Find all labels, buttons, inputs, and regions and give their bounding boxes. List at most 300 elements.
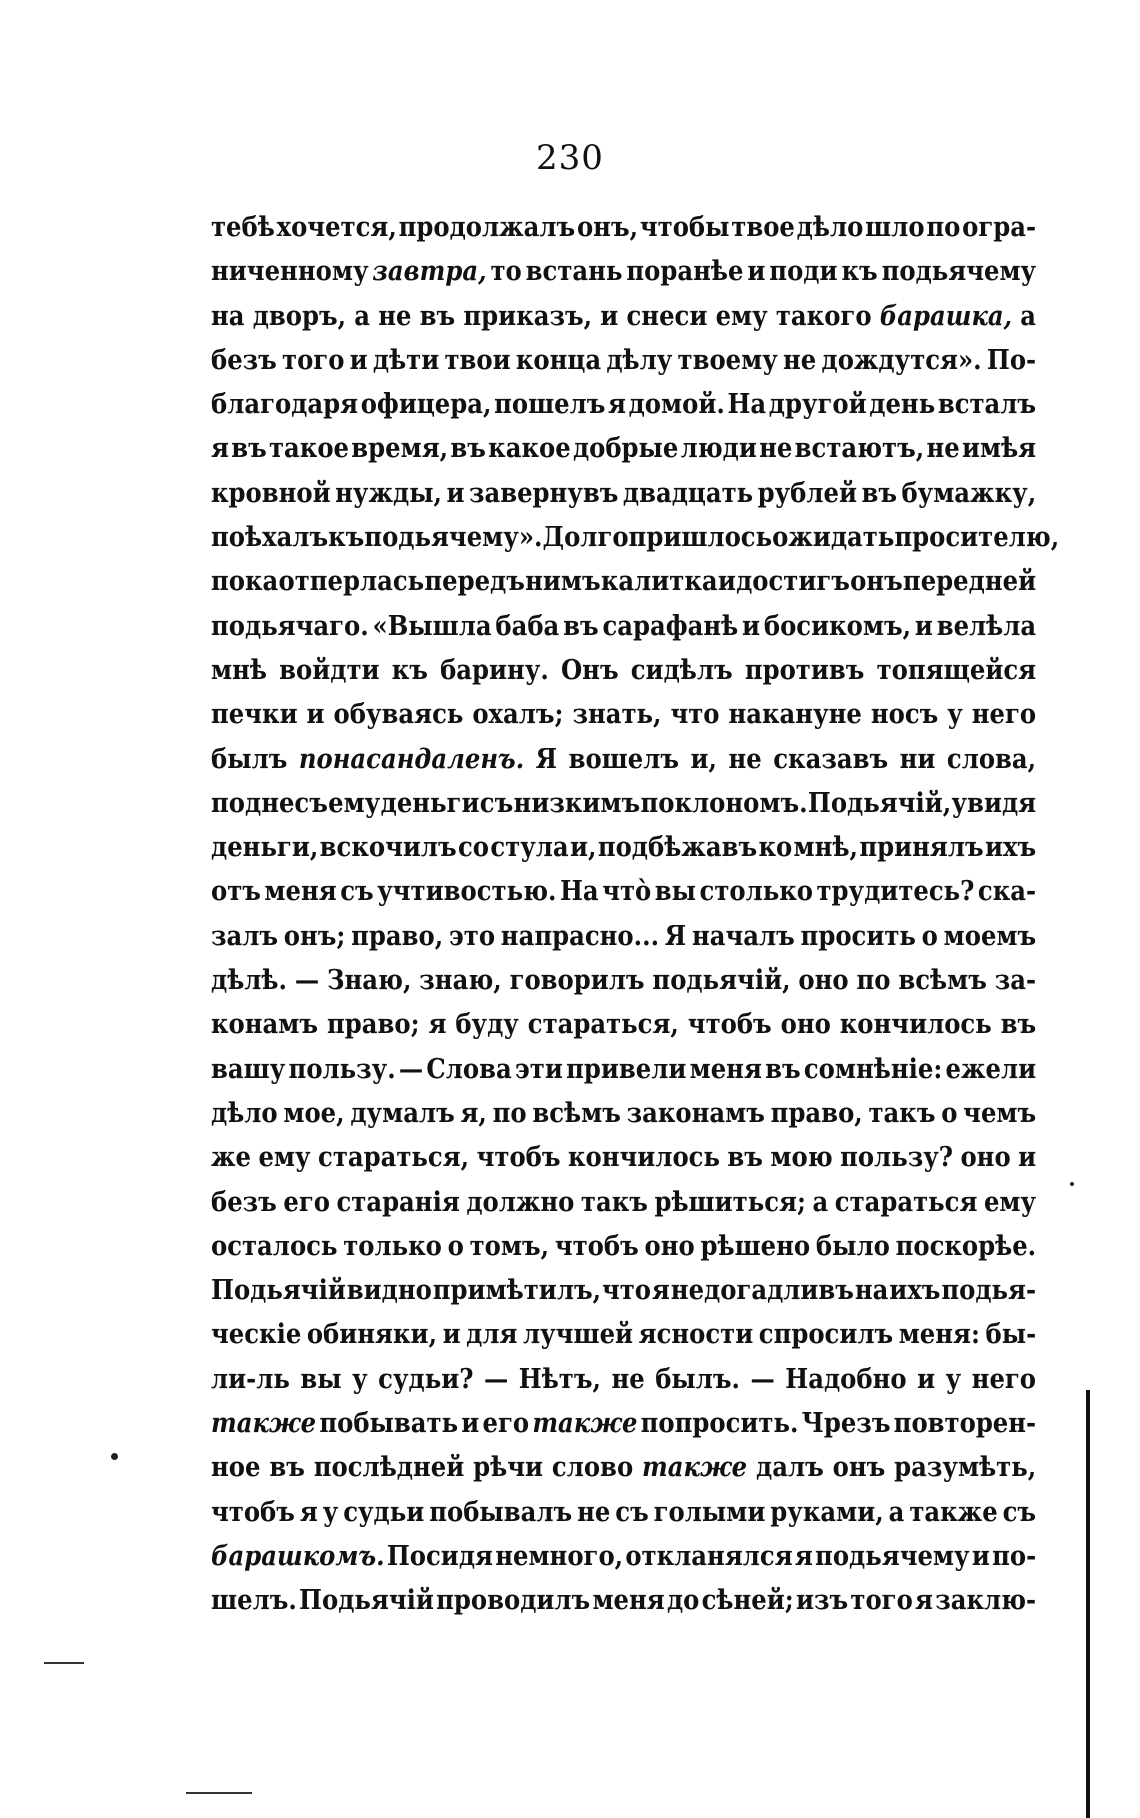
word: было: [815, 1230, 890, 1262]
word: офицера,: [360, 389, 492, 421]
word: стараться,: [527, 1009, 679, 1041]
word: ихъ: [889, 1275, 941, 1307]
word: и: [914, 610, 933, 642]
word: чтобъ: [211, 1496, 295, 1528]
text-line: [211, 965, 1036, 1009]
word: добрые: [572, 433, 679, 465]
word: кончилось: [567, 1142, 720, 1174]
word: него: [971, 1363, 1037, 1395]
word: пока: [211, 566, 279, 598]
word: бумажку,: [901, 477, 1037, 509]
word: хочется,: [276, 212, 397, 243]
word: мнѣ: [211, 654, 267, 686]
word: въ: [231, 433, 267, 465]
word: ное: [211, 1452, 261, 1484]
word: чтобъ: [687, 1009, 772, 1041]
word: Знаю,: [326, 965, 412, 997]
word: попросить.: [640, 1408, 799, 1440]
word: не: [611, 1363, 645, 1395]
word: конца: [515, 344, 602, 376]
word: меня: [264, 876, 337, 908]
word: не: [926, 433, 960, 465]
word: деньги,: [211, 832, 319, 864]
word: и: [917, 1363, 936, 1395]
word: далъ: [756, 1452, 824, 1484]
word: кровной: [211, 477, 331, 509]
word: и: [747, 256, 766, 288]
word: и,: [690, 743, 717, 775]
text-line: [211, 1585, 1036, 1629]
word: и: [442, 1319, 461, 1351]
word: былъ: [211, 743, 288, 775]
word: по: [492, 1097, 527, 1129]
text-line: [211, 1098, 1036, 1142]
word: встань: [525, 256, 623, 288]
word: изъ: [796, 1585, 849, 1617]
word: не: [577, 1496, 611, 1528]
word: Подьячій: [299, 1585, 434, 1617]
text-line: [211, 301, 1036, 345]
word: По-: [986, 344, 1037, 376]
word: принялъ: [859, 832, 984, 864]
word: твои: [444, 344, 511, 376]
word: нимъ: [525, 566, 601, 598]
word: дворъ,: [252, 300, 347, 332]
word: низкимъ: [513, 787, 641, 819]
word: за-: [994, 965, 1037, 997]
word: какое: [488, 433, 571, 465]
word: онъ: [832, 1452, 886, 1484]
word: не: [728, 743, 762, 775]
word: я: [915, 1585, 933, 1617]
word: —: [398, 1053, 424, 1085]
word: меня: [689, 1053, 762, 1085]
word: другой: [768, 389, 867, 421]
word: поклономъ.: [640, 787, 808, 819]
text-line: [211, 1187, 1036, 1231]
word: о: [447, 1230, 464, 1262]
word: всѣмъ: [898, 965, 987, 997]
word: въ: [269, 1452, 305, 1484]
word: и: [461, 1408, 480, 1440]
word: достигъ: [736, 566, 850, 598]
word: также: [642, 1452, 748, 1484]
word: также: [211, 1408, 317, 1440]
word: столько: [699, 876, 813, 908]
word: и: [1018, 1142, 1037, 1174]
text-line: [211, 566, 1036, 610]
word: Онъ: [561, 654, 619, 686]
word: охалъ;: [472, 699, 564, 731]
word: привели: [566, 1053, 687, 1085]
word: встаютъ,: [794, 433, 925, 465]
word: обиняки,: [306, 1319, 438, 1351]
word: подья-: [941, 1275, 1037, 1307]
word: я,: [460, 1097, 487, 1129]
word: и: [446, 477, 465, 509]
word: съ: [479, 787, 514, 819]
word: такого: [775, 300, 872, 332]
binding-edge: [1086, 1390, 1090, 1818]
word: бы-: [985, 1319, 1037, 1351]
word: вошелъ: [568, 743, 680, 775]
word: на: [211, 300, 245, 332]
word: Слова: [426, 1053, 512, 1085]
text-line: [211, 1054, 1036, 1098]
word: ниченному: [211, 256, 369, 288]
word: по-: [992, 1540, 1037, 1572]
word: до: [666, 1585, 700, 1617]
text-line: [211, 1408, 1036, 1452]
text-line: [211, 1231, 1036, 1275]
word: осталось: [211, 1230, 338, 1262]
word: эти: [514, 1053, 563, 1085]
word: ческіе: [211, 1319, 302, 1351]
word: двадцать: [622, 477, 754, 509]
word: побывалъ: [429, 1496, 573, 1528]
word: рѣшено: [700, 1230, 811, 1262]
word: въ: [419, 300, 456, 332]
word: завтра,: [372, 256, 487, 288]
word: такъ: [580, 1186, 648, 1218]
text-line: [211, 744, 1036, 788]
word: это: [448, 920, 496, 952]
text-line: [211, 1319, 1036, 1363]
word: а: [354, 300, 371, 332]
word: и: [742, 610, 761, 642]
word: подьячему: [815, 1540, 970, 1572]
word: судьи?: [378, 1363, 474, 1395]
word: послѣдней: [313, 1452, 465, 1484]
text-line: [211, 1541, 1036, 1585]
word: чтò: [602, 876, 652, 908]
word: на: [854, 1275, 889, 1307]
text-line: [211, 212, 1036, 256]
word: рѣшиться;: [654, 1186, 806, 1218]
text-line: [211, 699, 1036, 743]
word: его: [283, 1186, 330, 1218]
word: ни: [899, 743, 936, 775]
word: носъ: [870, 699, 939, 731]
word: ему: [328, 787, 381, 819]
word: того: [850, 1585, 913, 1617]
word: онъ: [850, 566, 903, 598]
word: чтобы: [639, 212, 730, 243]
word: и,: [569, 832, 597, 864]
text-line: [211, 788, 1036, 832]
word: повторен-: [893, 1408, 1037, 1440]
word: увидя: [951, 787, 1037, 819]
word: —: [294, 965, 320, 997]
word: благодаря: [211, 389, 359, 421]
word: у: [947, 699, 963, 731]
word: люди: [680, 433, 757, 465]
text-line: [211, 522, 1060, 566]
word: къ: [328, 522, 365, 554]
word: не: [783, 344, 817, 376]
word: передъ: [424, 566, 525, 598]
text-line: [211, 1275, 1036, 1319]
word: такъ: [868, 1097, 936, 1129]
word: лучшей: [522, 1319, 634, 1351]
word: подьячаго.: [211, 610, 369, 642]
word: чтобъ: [476, 1142, 561, 1174]
word: съ: [1002, 1496, 1037, 1528]
word: недогадливъ: [670, 1275, 854, 1307]
word: накануне: [728, 699, 862, 731]
word: поѣхалъ: [211, 522, 329, 554]
word: голыми: [653, 1496, 766, 1528]
word: слово: [551, 1452, 634, 1484]
word: подбѣжавъ: [597, 832, 758, 864]
word: шло: [865, 212, 925, 243]
word: то: [490, 256, 522, 288]
word: онъ;: [283, 920, 346, 952]
word: отъ: [211, 876, 261, 908]
word: войдти: [279, 654, 380, 686]
word: конамъ: [211, 1009, 319, 1041]
word: оно: [644, 1230, 695, 1262]
word: только: [343, 1230, 442, 1262]
word: ко: [758, 832, 793, 864]
word: пошелъ: [494, 389, 606, 421]
word: знаю,: [419, 965, 502, 997]
word: говорилъ: [509, 965, 645, 997]
word: —: [483, 1363, 509, 1395]
word: учтивостью.: [377, 876, 557, 908]
text-line: [211, 832, 1036, 876]
text-line: [211, 1452, 1036, 1496]
word: дѣло: [211, 1097, 278, 1129]
word: всталъ: [937, 389, 1037, 421]
word: сарафанѣ: [602, 610, 739, 642]
word: рублей: [757, 477, 857, 509]
word: продолжалъ: [398, 212, 576, 243]
word: и: [349, 344, 368, 376]
word: старанія: [336, 1186, 460, 1218]
word: право,: [770, 1097, 863, 1129]
word: а: [888, 1496, 905, 1528]
word: меня: [592, 1585, 665, 1617]
word: и: [600, 300, 619, 332]
word: На: [559, 876, 599, 908]
word: твоему: [677, 344, 778, 376]
word: ежели: [945, 1053, 1037, 1085]
word: слова,: [946, 743, 1037, 775]
word: съ: [615, 1496, 649, 1528]
word: и: [971, 1540, 990, 1572]
word: подьячему».: [364, 522, 543, 554]
word: подьячій,: [652, 965, 791, 997]
margin-rule: [44, 1662, 84, 1664]
word: противъ: [744, 654, 865, 686]
word: завернувъ: [468, 477, 619, 509]
word: вы: [300, 1363, 342, 1395]
word: снеси: [626, 300, 708, 332]
word: въ: [765, 1053, 801, 1085]
word: такое: [268, 433, 350, 465]
word: огра-: [962, 212, 1037, 243]
word: законамъ: [626, 1097, 765, 1129]
word: передней: [902, 566, 1037, 598]
word: Посидя: [386, 1540, 493, 1572]
word: поднесъ: [211, 787, 328, 819]
word: время,: [351, 433, 449, 465]
word: у: [322, 1496, 339, 1528]
word: право;: [326, 1009, 420, 1041]
word: оно: [798, 965, 849, 997]
word: топящейся: [876, 654, 1037, 686]
word: пользу?: [840, 1142, 954, 1174]
word: началъ: [691, 920, 795, 952]
word: къ: [841, 256, 878, 288]
word: стараться: [834, 1186, 978, 1218]
word: я: [211, 433, 229, 465]
word: вашу: [211, 1053, 286, 1085]
word: я: [299, 1496, 318, 1528]
word: трудитесь?: [816, 876, 975, 908]
word: дѣти: [372, 344, 440, 376]
word: поди: [769, 256, 838, 288]
word: кончилось: [839, 1009, 992, 1041]
word: безъ: [211, 344, 277, 376]
word: имѣя: [961, 433, 1037, 465]
word: видно: [346, 1275, 432, 1307]
word: печки: [211, 699, 298, 731]
word: пришлось: [628, 522, 773, 554]
word: оно: [960, 1142, 1011, 1174]
word: напрасно...: [500, 920, 660, 952]
word: оно: [780, 1009, 831, 1041]
word: заклю-: [935, 1585, 1037, 1617]
word: онъ,: [576, 212, 639, 243]
word: домой.: [628, 389, 725, 421]
word: буду: [455, 1009, 519, 1041]
word: моемъ: [943, 920, 1037, 952]
word: спросилъ: [758, 1319, 894, 1351]
word: сказавъ: [773, 743, 889, 775]
word: ожидать: [772, 522, 895, 554]
word: Чрезъ: [801, 1408, 891, 1440]
word: —: [750, 1363, 775, 1395]
word: со: [458, 832, 490, 864]
word: должно: [466, 1186, 575, 1218]
word: по: [926, 212, 961, 243]
word: что: [601, 1275, 652, 1307]
word: Нѣтъ,: [518, 1363, 601, 1395]
word: о: [921, 920, 938, 952]
text-line: [211, 478, 1036, 522]
word: баба: [495, 610, 560, 642]
word: примѣтилъ,: [432, 1275, 602, 1307]
text-line: [211, 433, 1036, 477]
word: ему: [983, 1186, 1037, 1218]
word: ихъ: [984, 832, 1037, 864]
margin-rule-bottom: [186, 1792, 252, 1794]
word: право,: [351, 920, 444, 952]
word: откланялся: [625, 1540, 793, 1572]
word: судьи: [343, 1496, 425, 1528]
word: также: [532, 1408, 638, 1440]
text-line: [211, 389, 1036, 433]
word: его: [482, 1408, 530, 1440]
word: ему: [715, 300, 768, 332]
word: въ: [861, 477, 897, 509]
word: побывать: [319, 1408, 459, 1440]
word: не: [378, 300, 412, 332]
word: я: [608, 389, 626, 421]
word: тебѣ: [211, 212, 275, 243]
word: я: [794, 1540, 813, 1572]
word: сидѣлъ: [630, 654, 733, 686]
text-line: [211, 655, 1036, 699]
word: въ: [450, 433, 486, 465]
word: шелъ.: [211, 1585, 297, 1617]
word: отперлась: [278, 566, 425, 598]
word: нужды,: [335, 477, 443, 509]
word: ли-ль: [211, 1363, 290, 1395]
word: просить: [800, 920, 916, 952]
text-line: [211, 921, 1036, 965]
word: мою: [770, 1142, 833, 1174]
word: просителю,: [894, 522, 1060, 554]
word: немного,: [495, 1540, 624, 1572]
word: рѣчи: [473, 1452, 544, 1484]
word: я: [651, 1275, 670, 1307]
word: безъ: [211, 1186, 277, 1218]
word: ясности: [638, 1319, 754, 1351]
word: томъ,: [469, 1230, 550, 1262]
body-text: [211, 212, 1060, 1630]
word: чемъ: [963, 1097, 1037, 1129]
word: же: [211, 1142, 252, 1174]
word: Я: [664, 920, 687, 952]
word: не: [759, 433, 793, 465]
word: На: [727, 389, 767, 421]
word: разумѣть,: [894, 1452, 1037, 1484]
word: деньги: [380, 787, 480, 819]
word: у: [352, 1363, 368, 1395]
margin-dot-right: [1070, 1182, 1074, 1186]
word: былъ.: [655, 1363, 741, 1395]
word: барашкомъ.: [211, 1540, 385, 1572]
word: руками,: [770, 1496, 884, 1528]
word: меня:: [898, 1319, 980, 1351]
word: велѣла: [936, 610, 1037, 642]
word: ска-: [977, 876, 1037, 908]
text-line: [211, 1009, 1036, 1053]
word: Подьячій,: [807, 787, 952, 819]
word: сомнѣніе:: [803, 1053, 943, 1085]
word: вскочилъ: [319, 832, 457, 864]
word: я: [428, 1009, 447, 1041]
word: босикомъ,: [763, 610, 912, 642]
text-line: [211, 256, 1036, 300]
word: дѣлу: [606, 344, 673, 376]
margin-dot: [111, 1453, 118, 1460]
word: приказъ,: [463, 300, 593, 332]
word: Я: [535, 743, 558, 775]
word: дождутся».: [821, 344, 982, 376]
word: поранѣе: [626, 256, 744, 288]
word: Долго: [542, 522, 629, 554]
word: и: [306, 699, 325, 731]
word: вы: [654, 876, 697, 908]
word: дѣло: [796, 212, 864, 243]
word: въ: [563, 610, 599, 642]
word: залъ: [211, 920, 279, 952]
word: о: [941, 1097, 958, 1129]
